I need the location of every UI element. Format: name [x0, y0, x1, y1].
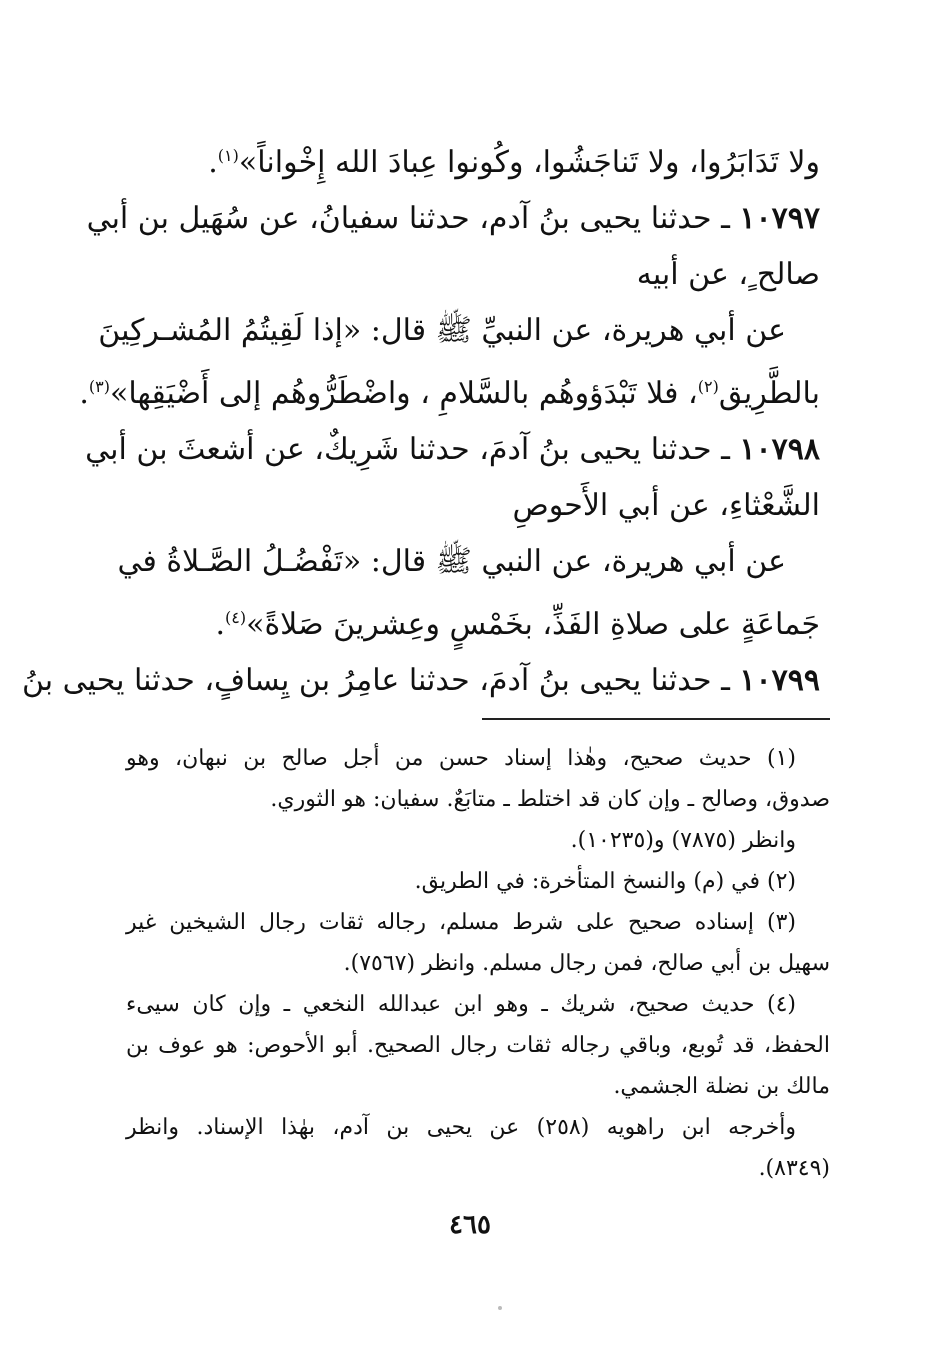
text-line [85, 422, 820, 478]
text-line [126, 590, 820, 653]
hadith-number: ١٠٧٩٩ [739, 663, 820, 698]
line-text: الشَّعْثاءِ، عن أبي الأَحوصِ [512, 488, 820, 523]
footnote-marker: (٣) [88, 377, 111, 396]
line-text: (٨٣٤٩). [758, 1156, 830, 1181]
line-text: الحفظ، قد تُوبع، وباقي رجاله ثقات رجال الصحيح. أبو الأحوص: هو عوف بن [126, 1033, 830, 1058]
footnote-line [126, 779, 830, 820]
footnote-line [126, 984, 830, 1025]
line-punctuation: . [215, 607, 226, 642]
line-text: وأخرجه ابن راهويه (٢٥٨) عن يحيى بن آدم، بهٰذا الإسناد. وانظر [126, 1115, 796, 1140]
footnote-line [126, 943, 830, 984]
line-text: صالح ٍ، عن أبيه [636, 257, 820, 292]
hadith-number: ١٠٧٩٨ [739, 432, 820, 467]
line-punctuation: . [79, 376, 89, 411]
text-line [126, 247, 820, 303]
line-text: (١) حديث صحيح، وهٰذا إسناد حسن من أجل صالح بن نبهان، وهو [126, 746, 796, 771]
text-line [126, 128, 820, 191]
footnote-line [126, 738, 830, 779]
line-text: وانظر (٧٨٧٥) و(١٠٢٣٥). [570, 828, 796, 853]
line-text: مالك بن نضلة الجشمي. [613, 1074, 830, 1099]
footnote-line [126, 1107, 830, 1148]
footnote-line [126, 820, 830, 861]
speck-mark [498, 1306, 502, 1310]
line-text: بالطَّرِيق [718, 376, 820, 411]
footnote-marker: (٤) [225, 608, 247, 627]
text-line [98, 303, 820, 359]
hadith-number: ١٠٧٩٧ [739, 201, 820, 236]
footnote-marker: (١) [217, 146, 239, 165]
line-text: سهيل بن أبي صالح، فمن رجال مسلم. وانظر (٧٥٦٧). [343, 951, 830, 976]
line-text: ولا تَدَابَرُوا، ولا تَناجَشُوا، وكُونوا عِبادَ الله إِخْواناً» [238, 145, 820, 180]
line-text: صدوق، وصالح ـ وإن كان قد اختلط ـ متابَعٌ. سفيان: هو الثوري. [270, 787, 830, 812]
footnote-line [126, 1025, 830, 1066]
line-text: ـ حدثنا يحيى بنُ آدمَ، حدثنا شَرِيكٌ، عن أشعثَ بن أبي [85, 432, 740, 467]
footnote-line [126, 902, 830, 943]
page-number: ٤٦٥ [449, 1210, 491, 1240]
line-text: (٤) حديث صحيح، شريك ـ وهو ابن عبدالله النخعي ـ وإن كان سيىء [126, 992, 796, 1017]
footnote-line [126, 861, 830, 902]
line-text: ، فلا تَبْدَؤوهُم بالسَّلامِ ، واضْطَرُّوهُم إلى أَضْيَقِها» [110, 376, 698, 411]
line-text: عن أبي هريرة، عن النبيِّ ﷺ قال: «إذا لَقِيتُمُ المُشـركِينَ [98, 313, 786, 348]
text-line [79, 359, 820, 422]
line-punctuation: . [208, 145, 218, 180]
main-text [21, 128, 820, 709]
line-text: عن أبي هريرة، عن النبي ﷺ قال: «تَفْضُـلُ الصَّـلاةُ في [117, 544, 786, 579]
line-text: جَماعَةٍ على صلاةِ الفَذِّ، بخَمْسٍ وعِشرينَ صَلاةً» [246, 607, 820, 642]
footnote-line [126, 1066, 830, 1107]
footnote-marker: (٢) [697, 377, 719, 396]
footnotes [126, 738, 830, 1189]
text-line [21, 653, 820, 709]
text-line [117, 534, 820, 590]
text-line [126, 478, 820, 534]
text-line [86, 191, 820, 247]
line-text: ـ حدثنا يحيى بنُ آدمَ، حدثنا عامِرُ بن يِسافٍ، حدثنا يحيى بنُ [21, 663, 740, 698]
line-text: (٣) إسناده صحيح على شرط مسلم، رجاله ثقات رجال الشيخين غير [126, 910, 796, 935]
line-text: (٢) في (م) والنسخ المتأخرة: في الطريق. [414, 869, 796, 894]
footnote-divider [482, 718, 830, 720]
line-text: ـ حدثنا يحيى بنُ آدم، حدثنا سفيانُ، عن سُهَيل بن أبي [86, 201, 740, 236]
footnote-line [126, 1148, 830, 1189]
